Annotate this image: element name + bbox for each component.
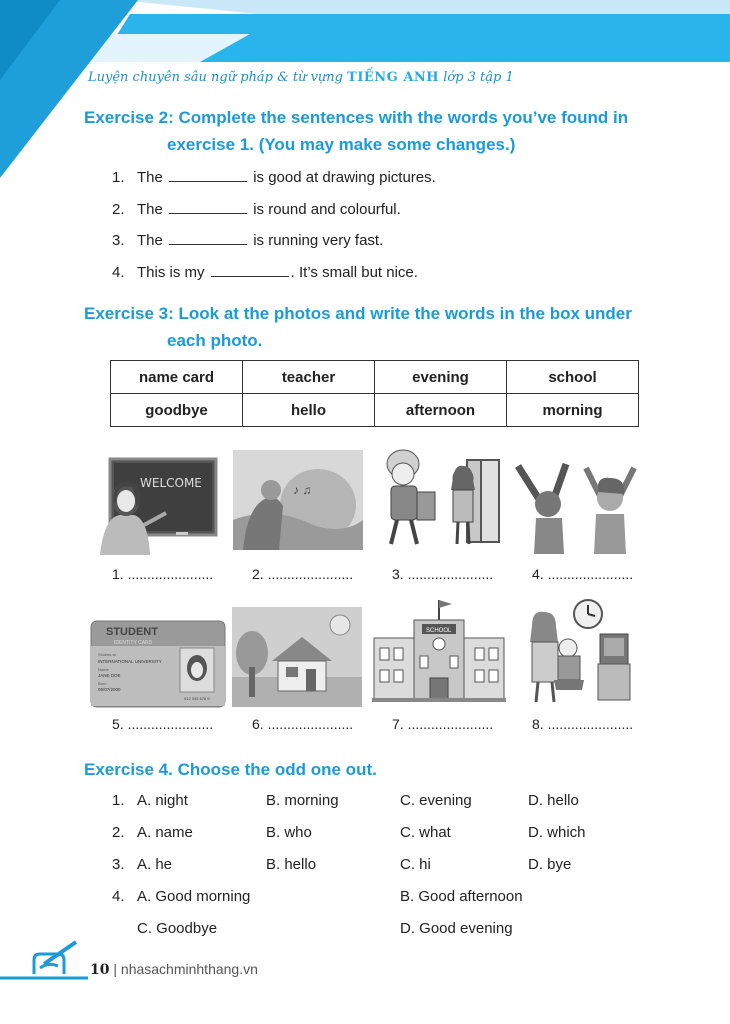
- option-c[interactable]: C. hi: [400, 856, 431, 873]
- option-b[interactable]: B. morning: [266, 792, 339, 809]
- answer-blank[interactable]: [169, 232, 247, 245]
- sentence-item: [112, 225, 436, 257]
- sentence-start: This is my: [137, 263, 205, 281]
- item-number: 4.: [112, 263, 125, 281]
- photo-teacher-welcome: [96, 455, 220, 555]
- photo-caption-7[interactable]: 7. ......................: [392, 716, 494, 732]
- item-number: 2.: [112, 200, 125, 218]
- item-number: 3.: [112, 232, 125, 249]
- exercise-3-title: [84, 300, 684, 354]
- word-cell: hello: [243, 394, 375, 427]
- word-cell: goodbye: [111, 394, 243, 427]
- photo-afternoon: [232, 607, 362, 707]
- item-number: 1.: [112, 792, 125, 809]
- page-footer: [90, 961, 258, 978]
- option-d[interactable]: D. hello: [528, 792, 579, 809]
- book-header: [88, 70, 514, 85]
- word-cell: afternoon: [375, 394, 507, 427]
- header-suffix: lớp 3 tập 1: [443, 70, 514, 85]
- sentence-end: is running very fast.: [253, 232, 384, 249]
- sentence-item: [112, 162, 436, 194]
- card-studies-label: Studies at: [98, 652, 116, 657]
- answer-blank[interactable]: [169, 201, 247, 214]
- header-prefix: Luyện chuyên sâu ngữ pháp & từ vựng: [88, 70, 343, 85]
- word-cell: teacher: [243, 361, 375, 394]
- odd-one-out-row: [112, 913, 672, 945]
- card-born: 05/07/2000: [98, 687, 121, 692]
- photo-caption-8[interactable]: 8. ......................: [532, 716, 634, 732]
- photo-school: [372, 598, 506, 708]
- sentence-item: [112, 194, 436, 226]
- photo-hello: [233, 450, 363, 550]
- photo-caption-4[interactable]: 4. ......................: [532, 566, 634, 582]
- photo-caption-3[interactable]: 3. ......................: [392, 566, 494, 582]
- odd-one-out-row: [112, 881, 672, 913]
- card-name: JANE DOE: [98, 673, 121, 678]
- option-a[interactable]: A. name: [137, 824, 193, 841]
- card-id: 012 345 678 9: [184, 696, 210, 701]
- exercise-4-title: Exercise 4. Choose the odd one out.: [84, 760, 377, 779]
- card-born-label: Born: [98, 681, 107, 686]
- option-c[interactable]: C. what: [400, 824, 451, 841]
- exercise-3-title-line1: Exercise 3: Look at the photos and write the words in the box under: [84, 304, 632, 323]
- header-brand: TIẾNG ANH: [347, 70, 440, 85]
- option-a[interactable]: A. night: [137, 792, 188, 809]
- card-title: STUDENT: [106, 626, 158, 638]
- sentence-start: The: [137, 232, 163, 249]
- word-cell: school: [507, 361, 639, 394]
- sentence-end: is round and colourful.: [253, 200, 401, 218]
- welcome-text: WELCOME: [140, 476, 202, 490]
- item-number: 2.: [112, 824, 125, 841]
- option-d[interactable]: D. Good evening: [400, 920, 513, 937]
- item-number: 4.: [112, 888, 125, 905]
- option-b[interactable]: B. who: [266, 824, 312, 841]
- page-number: 10: [90, 962, 110, 978]
- odd-one-out-row: [112, 817, 672, 849]
- photo-caption-1[interactable]: 1. ......................: [112, 566, 214, 582]
- odd-one-out-row: [112, 849, 672, 881]
- option-d[interactable]: D. bye: [528, 856, 572, 873]
- odd-one-out-row: [112, 785, 672, 817]
- option-c[interactable]: C. Goodbye: [137, 920, 218, 937]
- photo-goodbye: [373, 444, 507, 554]
- exercise-2-title-line1: Exercise 2: Complete the sentences with the words you’ve found in: [84, 108, 629, 127]
- option-a[interactable]: A. Good morning: [137, 888, 251, 905]
- photo-cheering: [512, 458, 648, 554]
- music-notes: ♪ ♫: [293, 483, 312, 497]
- item-number: 3.: [112, 856, 125, 873]
- pencil-hand-icon: [0, 936, 90, 986]
- exercise-2-title-line2: exercise 1. (You may make some changes.): [167, 135, 516, 154]
- answer-blank[interactable]: [211, 264, 289, 277]
- answer-blank[interactable]: [169, 169, 247, 182]
- sentence-item: [112, 257, 436, 289]
- school-sign: SCHOOL: [426, 628, 452, 634]
- option-c[interactable]: C. evening: [400, 792, 472, 809]
- word-box: [110, 360, 639, 427]
- exercise-2-items: [112, 162, 436, 288]
- card-university: INTERNATIONAL UNIVERSITY: [98, 659, 162, 664]
- sentence-end: . It’s small but nice.: [290, 263, 418, 281]
- word-row: [111, 361, 639, 394]
- option-d[interactable]: D. which: [528, 824, 586, 841]
- footer-site[interactable]: nhasachminhthang.vn: [120, 961, 258, 977]
- exercise-2-title: [84, 104, 684, 158]
- sentence-end: is good at drawing pictures.: [253, 169, 436, 186]
- photo-caption-6[interactable]: 6. ......................: [252, 716, 354, 732]
- card-subtitle: IDENTITY CARD: [114, 640, 153, 646]
- word-row: [111, 394, 639, 427]
- item-number: 1.: [112, 169, 125, 186]
- option-b[interactable]: B. hello: [266, 856, 317, 873]
- sentence-start: The: [137, 200, 163, 218]
- photo-name-card: [90, 620, 226, 708]
- word-cell: name card: [111, 361, 243, 394]
- option-b[interactable]: B. Good afternoon: [400, 888, 523, 905]
- card-name-label: Name: [98, 667, 109, 672]
- sentence-start: The: [137, 169, 163, 186]
- photo-caption-5[interactable]: 5. ......................: [112, 716, 214, 732]
- footer-separator: |: [113, 961, 118, 977]
- photo-caption-2[interactable]: 2. ......................: [252, 566, 354, 582]
- option-a[interactable]: A. he: [137, 856, 173, 873]
- word-cell: morning: [507, 394, 639, 427]
- exercise-3-title-line2: each photo.: [167, 331, 263, 350]
- photo-evening: [524, 598, 634, 706]
- word-cell: evening: [375, 361, 507, 394]
